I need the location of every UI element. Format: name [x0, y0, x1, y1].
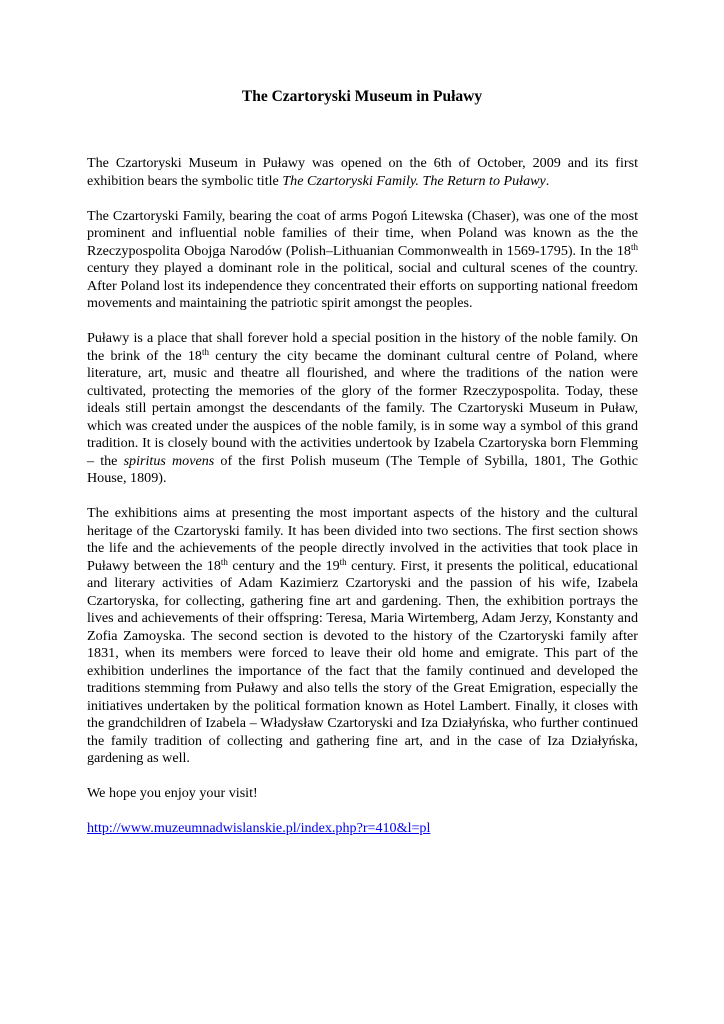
- paragraph-opening: [87, 155, 638, 190]
- paragraph-text: The Czartoryski Museum in Puławy was opened on the 6th of October, 2009 and its first exhibition bears the symbolic title: [87, 155, 638, 189]
- exhibition-title-italic: The Czartoryski Family. The Return to Puławy: [282, 172, 546, 189]
- paragraph-text: of the first Polish museum (The Temple of Sybilla, 1801, The Gothic House, 1809).: [87, 452, 639, 486]
- paragraph-text: The Czartoryski Family, bearing the coat of arms Pogoń Litewska (Chaser), was one of the most prominent and influential noble families of their time, when Poland was known as the the Rzeczypospolita Obojga Narodów (Polish–Lithuanian Commonwealth in 1569-1795). In the 18: [87, 207, 638, 259]
- paragraph-text: century they played a dominant role in the political, social and cultural scenes of the country. After Poland lost its independence they concentrated their efforts on supporting national freedom movements and maintaining the patriotic spirit amongst the peoples.: [87, 260, 638, 311]
- superscript: th: [201, 346, 209, 357]
- superscript: th: [220, 556, 228, 567]
- paragraph-text: Puławy is a place that shall forever hold a special position in the history of the noble family. On the brink of the 18: [87, 330, 638, 364]
- museum-website-link[interactable]: http://www.muzeumnadwislanskie.pl/index.php?r=410&l=pl: [87, 820, 431, 836]
- paragraph-text: century the city became the dominant cultural centre of Poland, where literature, art, music and theatre all flourished, and where the traditions of the nation were cultivated, protecting the memories of the glory of the former Rzeczypospolita. Today, these ideals still pertain amongst the descendants of the family. The Czartoryski Museum in Puław, which was created under the auspices of the noble family, is in some way a symbol of this grand tradition. It is closely bound with the activities undertook by Izabela Czartoryska born Flemming – the: [87, 347, 638, 469]
- paragraph-text: The exhibitions aims at presenting the most important aspects of the history and the cultural heritage of the Czartoryski family. It has been divided into two sections. The first section shows the life and the achievements of the people directly involved in the activities that took place in Puławy between the 18: [87, 505, 638, 574]
- paragraph-exhibition: [87, 505, 638, 768]
- paragraph-text: century. First, it presents the political, educational and literary activities of Adam Kazimierz Czartoryski and the passion of his wife, Izabela Czartoryska, for collecting, gathering fine art and gardening. Then, the exhibition portrays the lives and achievements of their offspring: Teresa, Maria Wirtemberg, Adam Jerzy, Konstanty and Zofia Zamoyska. The second section is devoted to the history of the Czartoryski family after 1831, when its members were forced to leave their old home and emigrate. This part of the exhibition underlines the importance of the fact that the family continued and developed the traditions stemming from Puławy and also tells the story of the Great Emigration, especially the initiatives undertaken by the political formation known as Hotel Lambert. Finally, it closes with the grandchildren of Izabela – Władysław Czartoryski and Iza Działyńska, who further continued the family tradition of collecting and gathering fine art, and in the case of Iza Działyńska, gardening as well.: [87, 557, 638, 766]
- superscript: th: [339, 556, 347, 567]
- italic-term: spiritus movens: [123, 452, 215, 469]
- paragraph-family: [87, 208, 638, 313]
- document-body: [87, 155, 638, 855]
- link-paragraph: [87, 820, 638, 838]
- closing-line: We hope you enjoy your visit!: [87, 785, 258, 801]
- paragraph-pulawy: [87, 330, 638, 488]
- superscript: th: [630, 241, 638, 252]
- paragraph-text: .: [545, 172, 550, 189]
- paragraph-text: century and the 19: [227, 557, 340, 574]
- page-title: The Czartoryski Museum in Puławy: [241, 88, 483, 105]
